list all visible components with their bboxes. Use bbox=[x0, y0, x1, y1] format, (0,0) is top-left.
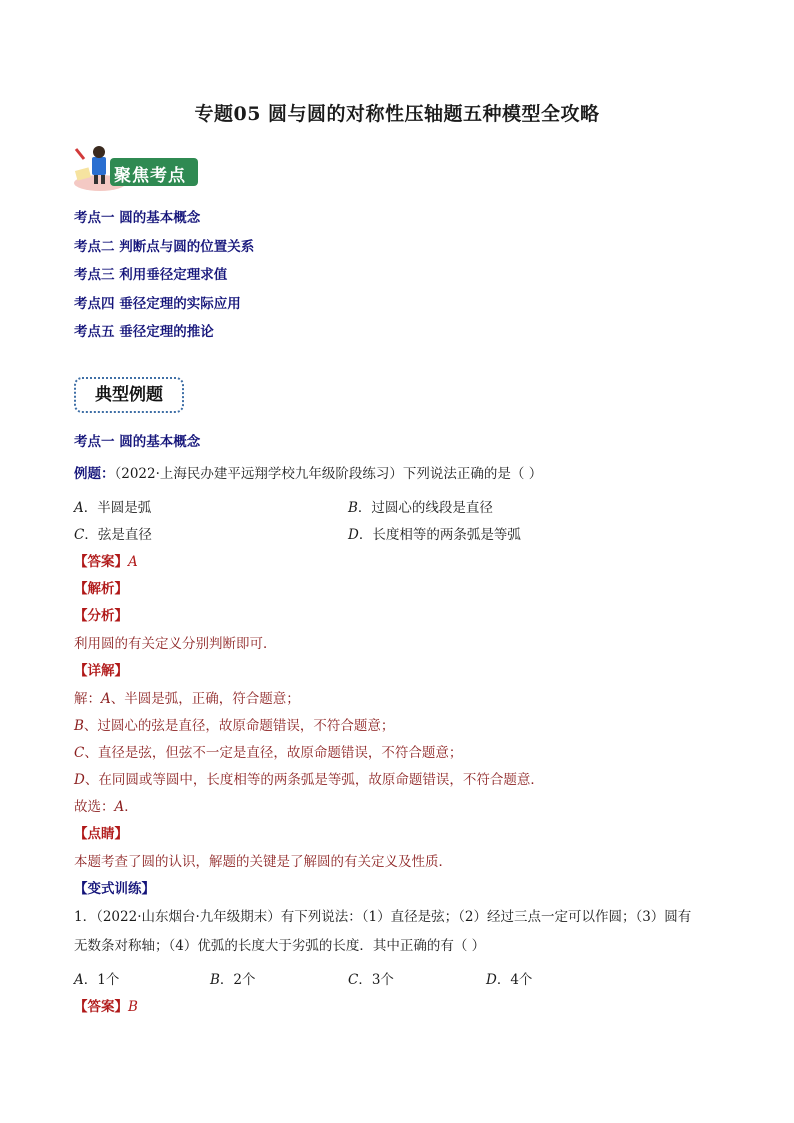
variant-option-a: A．1个 bbox=[74, 972, 120, 988]
variant-question-line: 无数条对称轴；（4）优弧的长度大于劣弧的长度．其中正确的有（ ） bbox=[74, 938, 486, 954]
example-label: 例题： bbox=[74, 466, 115, 482]
detail-line: 解：A、半圆是弧，正确，符合题意； bbox=[74, 691, 300, 707]
choose-line: 故选：A． bbox=[74, 799, 138, 815]
dianjing-text: 本题考查了圆的认识，解题的关键是了解圆的有关定义及性质． bbox=[74, 854, 452, 870]
option-b: B．过圆心的线段是直径 bbox=[348, 500, 493, 516]
toc-item[interactable]: 考点四 垂径定理的实际应用 bbox=[74, 296, 241, 312]
variant-answer-line: 【答案】B bbox=[74, 999, 138, 1015]
variant-option-c: C．3个 bbox=[348, 972, 394, 988]
fenxi-text: 利用圆的有关定义分别判断即可． bbox=[74, 636, 277, 652]
toc-item[interactable]: 考点三 利用垂径定理求值 bbox=[74, 267, 228, 283]
dianjing-label: 【点睛】 bbox=[74, 826, 128, 842]
variant-label: 【变式训练】 bbox=[74, 881, 155, 897]
answer-line: 【答案】A bbox=[74, 554, 138, 570]
toc-item[interactable]: 考点一 圆的基本概念 bbox=[74, 210, 201, 226]
option-d: D．长度相等的两条弧是等弧 bbox=[348, 527, 521, 543]
fenxi-label: 【分析】 bbox=[74, 608, 128, 624]
banner-label: 聚焦考点 bbox=[114, 166, 186, 186]
example-text: （2022·上海民办建平远翔学校九年级阶段练习）下列说法正确的是（ ） bbox=[114, 466, 543, 482]
variant-question-line: 1．（2022·山东烟台·九年级期末）有下列说法：（1）直径是弦；（2）经过三点一定可以作圆；（3）圆有 bbox=[74, 909, 692, 925]
variant-option-b: B．2个 bbox=[210, 972, 256, 988]
section-heading: 考点一 圆的基本概念 bbox=[74, 434, 201, 450]
option-c: C．弦是直径 bbox=[74, 527, 152, 543]
page-title: 专题05 圆与圆的对称性压轴题五种模型全攻略 bbox=[194, 103, 600, 125]
section-box bbox=[74, 377, 184, 413]
detail-line: D、在同圆或等圆中，长度相等的两条弧是等弧，故原命题错误，不符合题意． bbox=[74, 772, 544, 788]
detail-line: C、直径是弦，但弦不一定是直径，故原命题错误，不符合题意； bbox=[74, 745, 463, 761]
toc-item[interactable]: 考点二 判断点与圆的位置关系 bbox=[74, 239, 255, 255]
detail-line: B、过圆心的弦是直径，故原命题错误，不符合题意； bbox=[74, 718, 395, 734]
example-question bbox=[74, 462, 542, 482]
section-box-label: 典型例题 bbox=[95, 385, 163, 405]
option-a: A．半圆是弧 bbox=[74, 500, 152, 516]
xiangjie-label: 【详解】 bbox=[74, 663, 128, 679]
variant-option-d: D．4个 bbox=[486, 972, 533, 988]
analysis-label: 【解析】 bbox=[74, 581, 128, 597]
focus-banner bbox=[70, 143, 206, 193]
toc-item[interactable]: 考点五 垂径定理的推论 bbox=[74, 324, 214, 340]
